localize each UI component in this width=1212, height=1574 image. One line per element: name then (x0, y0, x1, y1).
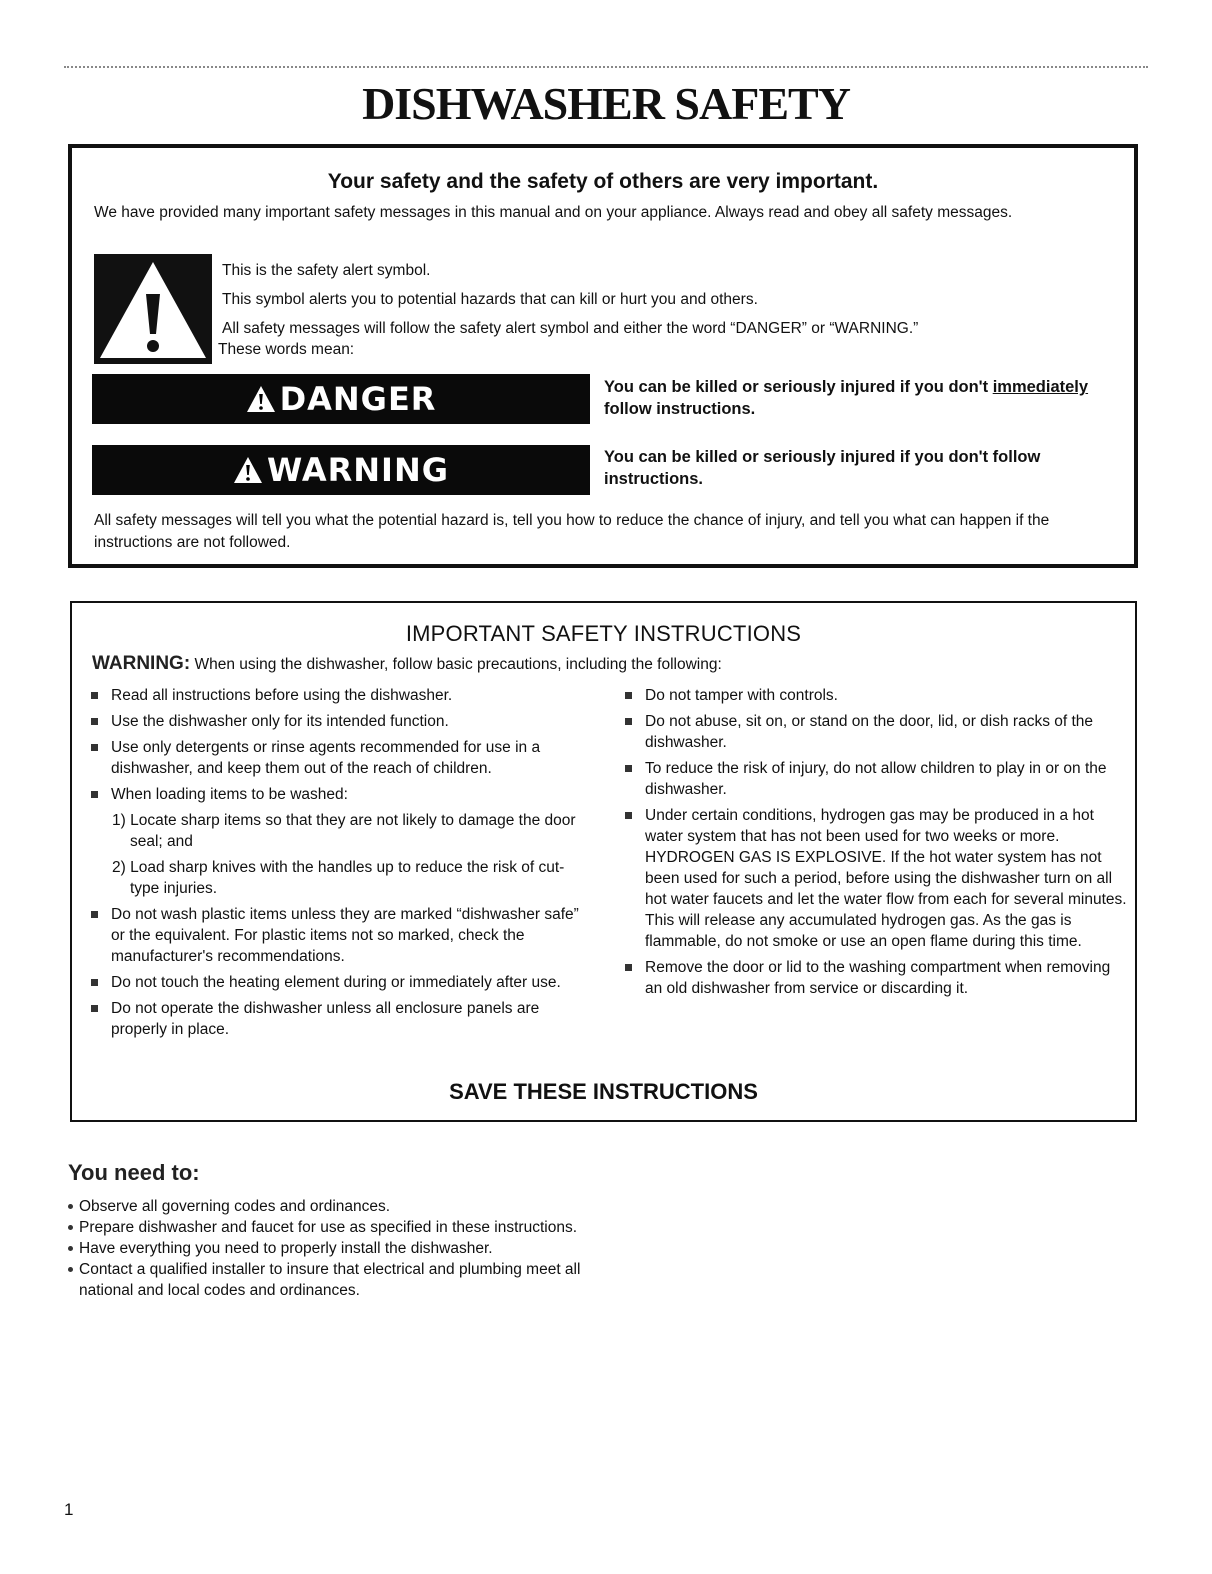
alert-line: This is the safety alert symbol. (222, 262, 431, 279)
list-item (88, 737, 588, 779)
safety-box-footer: All safety messages will tell you what the potential hazard is, tell you how to reduce the chance of injury, and tell you what can happen if the instructions are not followed. (94, 512, 1050, 551)
safety-alert-symbol-icon (94, 254, 212, 364)
alert-line: These words mean: (218, 341, 355, 358)
danger-text-part: You can be killed or seriously injured if you don't (604, 378, 993, 396)
square-bullet-icon (91, 692, 98, 699)
square-bullet-icon (625, 812, 632, 819)
list-item-text: To reduce the risk of injury, do not allow children to play in or on the dishwasher. (645, 760, 1107, 798)
list-item-text: 1) Locate sharp items so that they are not likely to damage the door seal; and (112, 812, 576, 850)
you-need-heading: You need to: (68, 1160, 200, 1185)
list-item (88, 711, 588, 732)
list-item-text: Use only detergents or rinse agents recommended for use in a dishwasher, and keep them out of the reach of children. (111, 739, 541, 777)
square-bullet-icon (91, 718, 98, 725)
danger-description (604, 376, 1134, 420)
warning-signal-panel (92, 445, 590, 495)
danger-text-part: follow instructions. (604, 400, 756, 418)
list-item-text: When loading items to be washed: (111, 786, 348, 803)
page-title: DISHWASHER SAFETY (362, 78, 850, 129)
safety-box-intro: We have provided many important safety messages in this manual and on your appliance. Always read and obey all safety messages. (94, 204, 1013, 221)
warning-alert-icon (233, 456, 263, 484)
alert-symbol-explanation (218, 260, 1102, 360)
list-item-text: Contact a qualified installer to insure that electrical and plumbing meet all national and local codes and ordinances. (79, 1261, 581, 1299)
square-bullet-icon (91, 979, 98, 986)
numbered-sub-item (88, 810, 588, 852)
alert-line: This symbol alerts you to potential hazards that can kill or hurt you and others. (222, 291, 758, 308)
list-item (88, 685, 588, 706)
instructions-heading: IMPORTANT SAFETY INSTRUCTIONS (405, 621, 802, 646)
you-need-list (68, 1196, 588, 1301)
list-item-text: Do not abuse, sit on, or stand on the door, lid, or dish racks of the dishwasher. (645, 713, 1094, 751)
square-bullet-icon (91, 744, 98, 751)
bullet-dot-icon (68, 1246, 73, 1251)
list-item-text: Do not operate the dishwasher unless all enclosure panels are properly in place. (111, 1000, 540, 1038)
instructions-lead (92, 653, 722, 675)
list-item (88, 784, 588, 805)
alert-line: All safety messages will follow the safety alert symbol and either the word “DANGER” or “WARNING.” (222, 320, 919, 337)
danger-signal-panel (92, 374, 590, 424)
page-number: 1 (64, 1500, 74, 1519)
warning-word: WARNING (267, 451, 449, 489)
list-item-text: Do not touch the heating element during or immediately after use. (111, 974, 561, 991)
list-item-text: Have everything you need to properly install the dishwasher. (79, 1240, 493, 1257)
warning-label: WARNING: (92, 653, 191, 674)
square-bullet-icon (91, 911, 98, 918)
list-item (88, 904, 588, 967)
lead-text: When using the dishwasher, follow basic precautions, including the following: (190, 656, 722, 673)
list-item-text: Under certain conditions, hydrogen gas may be produced in a hot water system that has not been used for two weeks or more. HYDROGEN GAS IS EXPLOSIVE. If the hot water system has not been used for such a period, before using the dishwasher turn on all hot water faucets and let the water flow from each for several minutes. This will release any accumulated hydrogen gas. As the gas is flammable, do not smoke or use an open flame during this time. (645, 807, 1127, 950)
bullet-dot-icon (68, 1225, 73, 1230)
list-item-text: Read all instructions before using the dishwasher. (111, 687, 453, 704)
safety-message-box (68, 144, 1138, 568)
instructions-right-column (622, 685, 1127, 1004)
danger-word: DANGER (279, 380, 437, 418)
bullet-dot-icon (68, 1267, 73, 1272)
list-item (88, 998, 588, 1040)
list-item (622, 685, 1127, 706)
danger-alert-icon (246, 385, 276, 413)
bullet-dot-icon (68, 1204, 73, 1209)
instructions-left-column (88, 685, 588, 1045)
square-bullet-icon (625, 692, 632, 699)
list-item-text: Do not wash plastic items unless they are marked “dishwasher safe” or the equivalent. For plastic items not so marked, check the manufacturer's recommendations. (111, 906, 579, 965)
square-bullet-icon (625, 718, 632, 725)
list-item-text: Remove the door or lid to the washing compartment when removing an old dishwasher from service or discarding it. (645, 959, 1111, 997)
list-item (88, 972, 588, 993)
list-item (68, 1259, 588, 1301)
list-item-text: Do not tamper with controls. (645, 687, 838, 704)
list-item (68, 1196, 588, 1217)
list-item (622, 805, 1127, 952)
danger-text-emphasis: immediately (992, 378, 1089, 396)
list-item (68, 1238, 588, 1259)
list-item-text: Use the dishwasher only for its intended function. (111, 713, 449, 730)
square-bullet-icon (625, 765, 632, 772)
important-instructions-box (70, 601, 1137, 1122)
square-bullet-icon (625, 964, 632, 971)
list-item (68, 1217, 588, 1238)
top-dotted-rule (64, 66, 1148, 68)
list-item-text: Observe all governing codes and ordinances. (79, 1198, 391, 1215)
safety-box-heading: Your safety and the safety of others are very important. (327, 170, 879, 193)
warning-description: You can be killed or seriously injured if you don't follow instructions. (604, 448, 1041, 488)
numbered-sub-item (88, 857, 588, 899)
list-item-text: Prepare dishwasher and faucet for use as specified in these instructions. (79, 1219, 577, 1236)
list-item (622, 957, 1127, 999)
save-instructions-heading: SAVE THESE INSTRUCTIONS (449, 1079, 758, 1104)
list-item (622, 711, 1127, 753)
square-bullet-icon (91, 791, 98, 798)
square-bullet-icon (91, 1005, 98, 1012)
list-item (622, 758, 1127, 800)
list-item-text: 2) Load sharp knives with the handles up to reduce the risk of cut-type injuries. (112, 859, 565, 897)
